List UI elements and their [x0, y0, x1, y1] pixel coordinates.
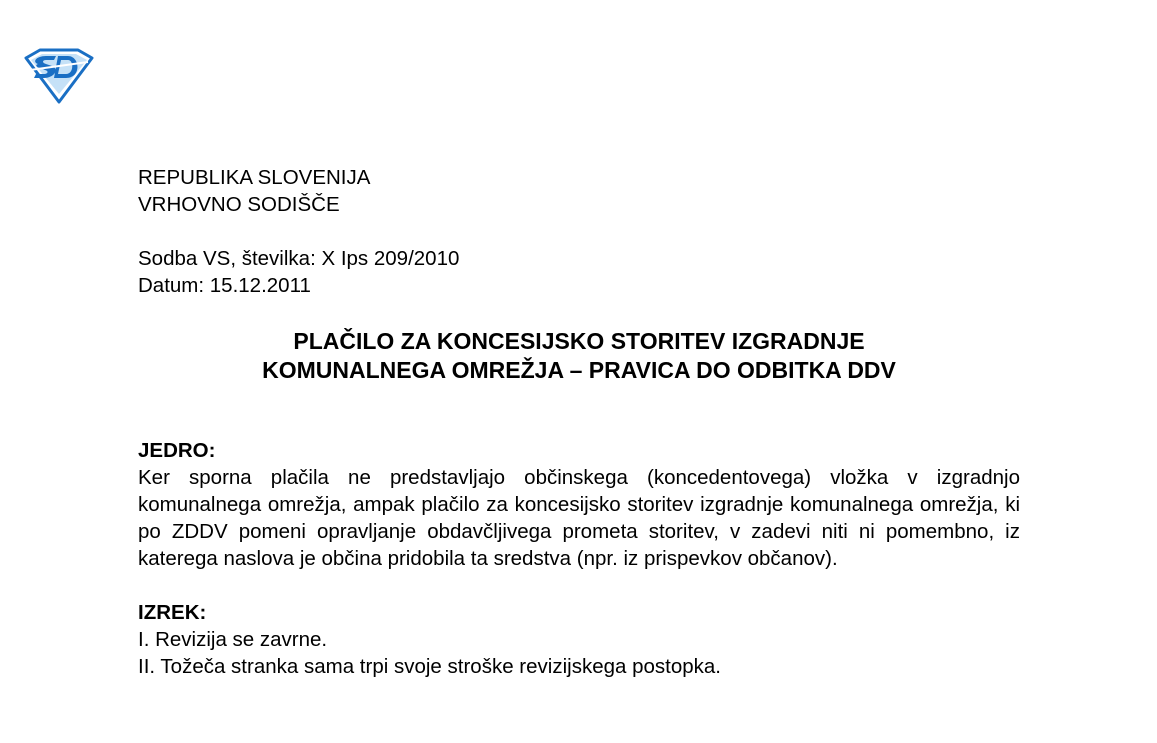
izrek-heading: IZREK: [138, 601, 207, 624]
case-number: Sodba VS, številka: X Ips 209/2010 [138, 247, 460, 270]
country-name: REPUBLIKA SLOVENIJA [138, 166, 371, 189]
sd-logo-icon [22, 48, 96, 104]
jedro-text: Ker sporna plačila ne predstavljajo občinskega (koncedentovega) vložka v izgradnjo komunalnega omrežja, ampak plačilo za koncesijsko storitev izgradnje komunalnega omrežja, ki po ZDDV pomeni opravljanje obdavčljivega prometa storitev, v zadevi niti ni pomembno, iz katerega naslova je občina pridobila ta sredstva (npr. iz prispevkov občanov). [138, 466, 1020, 570]
document-title [138, 327, 1020, 385]
court-name: VRHOVNO SODIŠČE [138, 193, 340, 216]
izrek-item-1: I. Revizija se zavrne. [138, 628, 328, 651]
title-line-2: KOMUNALNEGA OMREŽJA – PRAVICA DO ODBITKA DDV [262, 357, 896, 383]
izrek-item-2: II. Tožeča stranka sama trpi svoje stroške revizijskega postopka. [138, 655, 721, 678]
case-date: Datum: 15.12.2011 [138, 274, 311, 297]
jedro-heading: JEDRO: [138, 439, 216, 462]
document-body [138, 164, 1020, 680]
title-line-1: PLAČILO ZA KONCESIJSKO STORITEV IZGRADNJE [293, 328, 865, 354]
